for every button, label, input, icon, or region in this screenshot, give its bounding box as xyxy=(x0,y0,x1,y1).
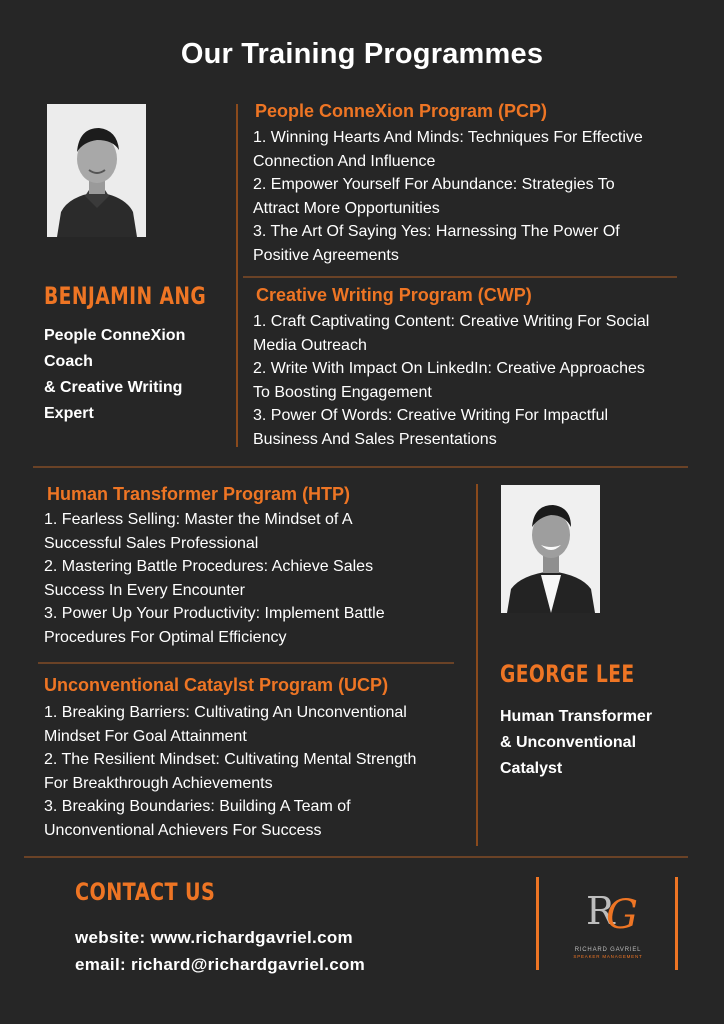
role-line: People ConneXion xyxy=(44,327,186,344)
list-item: For Breakthrough Achievements xyxy=(44,774,273,792)
contact-heading: CONTACT US xyxy=(75,878,216,906)
logo-name: RICHARD GAVRIEL xyxy=(574,947,642,953)
list-item: 3. Breaking Boundaries: Building A Team of xyxy=(44,798,351,815)
list-item: Success In Every Encounter xyxy=(44,581,245,599)
role-line: Coach xyxy=(44,353,93,370)
list-item: 3. Power Up Your Productivity: Implement Battle xyxy=(44,605,385,622)
pcp-title: People ConneXion Program (PCP) xyxy=(255,101,548,121)
svg-text:G: G xyxy=(606,892,638,938)
list-item: To Boosting Engagement xyxy=(253,383,432,401)
list-item: 1. Fearless Selling: Master the Mindset of A xyxy=(44,511,353,528)
cwp-title: Creative Writing Program (CWP) xyxy=(256,285,532,305)
vertical-divider xyxy=(476,484,478,846)
logo-bar-left xyxy=(536,877,539,970)
list-item: Positive Agreements xyxy=(253,246,399,264)
role-line: & Creative Writing xyxy=(44,379,183,396)
benjamin-photo xyxy=(47,104,146,237)
role-line: Human Transformer xyxy=(500,708,653,725)
list-item: 1. Winning Hearts And Minds: Techniques For Effective xyxy=(253,129,643,146)
svg-text:R: R xyxy=(586,889,615,933)
list-item: 2. The Resilient Mindset: Cultivating Mental Strength xyxy=(44,751,417,768)
list-item: Business And Sales Presentations xyxy=(253,430,497,448)
list-item: Connection And Influence xyxy=(253,152,436,170)
pcp-list xyxy=(253,126,643,267)
list-item: Unconventional Achievers For Success xyxy=(44,821,322,839)
list-item: Media Outreach xyxy=(253,336,367,354)
list-item: 3. Power Of Words: Creative Writing For Impactful xyxy=(253,407,609,424)
cwp-list xyxy=(253,310,649,451)
logo-subtitle: SPEAKER MANAGEMENT xyxy=(573,954,643,959)
list-item: 2. Mastering Battle Procedures: Achieve Sales xyxy=(44,558,374,575)
list-item: 2. Write With Impact On LinkedIn: Creative Approaches xyxy=(253,360,645,377)
benjamin-name: BENJAMIN ANG xyxy=(44,282,207,310)
list-item: 1. Breaking Barriers: Cultivating An Unconventional xyxy=(44,704,407,721)
page-title: Our Training Programmes xyxy=(180,38,544,70)
portrait-icon xyxy=(501,485,600,613)
role-line: Expert xyxy=(44,405,94,422)
role-line: Catalyst xyxy=(500,760,563,777)
list-item: 3. The Art Of Saying Yes: Harnessing The Power Of xyxy=(253,223,620,240)
section-divider xyxy=(24,856,688,858)
horizontal-divider xyxy=(243,276,677,278)
george-role xyxy=(500,704,652,782)
email-link[interactable]: email: richard@richardgavriel.com xyxy=(75,955,366,974)
list-item: Attract More Opportunities xyxy=(253,199,440,217)
benjamin-role xyxy=(44,323,185,427)
list-item: Mindset For Goal Attainment xyxy=(44,727,247,745)
website-link[interactable]: website: www.richardgavriel.com xyxy=(75,928,353,947)
george-photo xyxy=(501,485,600,613)
ucp-list xyxy=(44,701,416,842)
list-item: Successful Sales Professional xyxy=(44,534,259,552)
role-line: & Unconventional xyxy=(500,734,637,751)
logo xyxy=(548,880,668,970)
list-item: Procedures For Optimal Efficiency xyxy=(44,628,287,646)
portrait-icon xyxy=(47,104,146,237)
list-item: 1. Craft Captivating Content: Creative Writing For Social xyxy=(253,313,650,330)
vertical-divider xyxy=(236,104,238,447)
george-name: GEORGE LEE xyxy=(500,660,635,688)
horizontal-divider xyxy=(38,662,454,664)
htp-title: Human Transformer Program (HTP) xyxy=(47,484,351,504)
ucp-title: Unconventional Cataylst Program (UCP) xyxy=(44,675,389,695)
logo-bar-right xyxy=(675,877,678,970)
list-item: 2. Empower Yourself For Abundance: Strategies To xyxy=(253,176,615,193)
rg-monogram-icon xyxy=(548,880,668,940)
section-divider xyxy=(33,466,688,468)
htp-list xyxy=(44,508,385,649)
